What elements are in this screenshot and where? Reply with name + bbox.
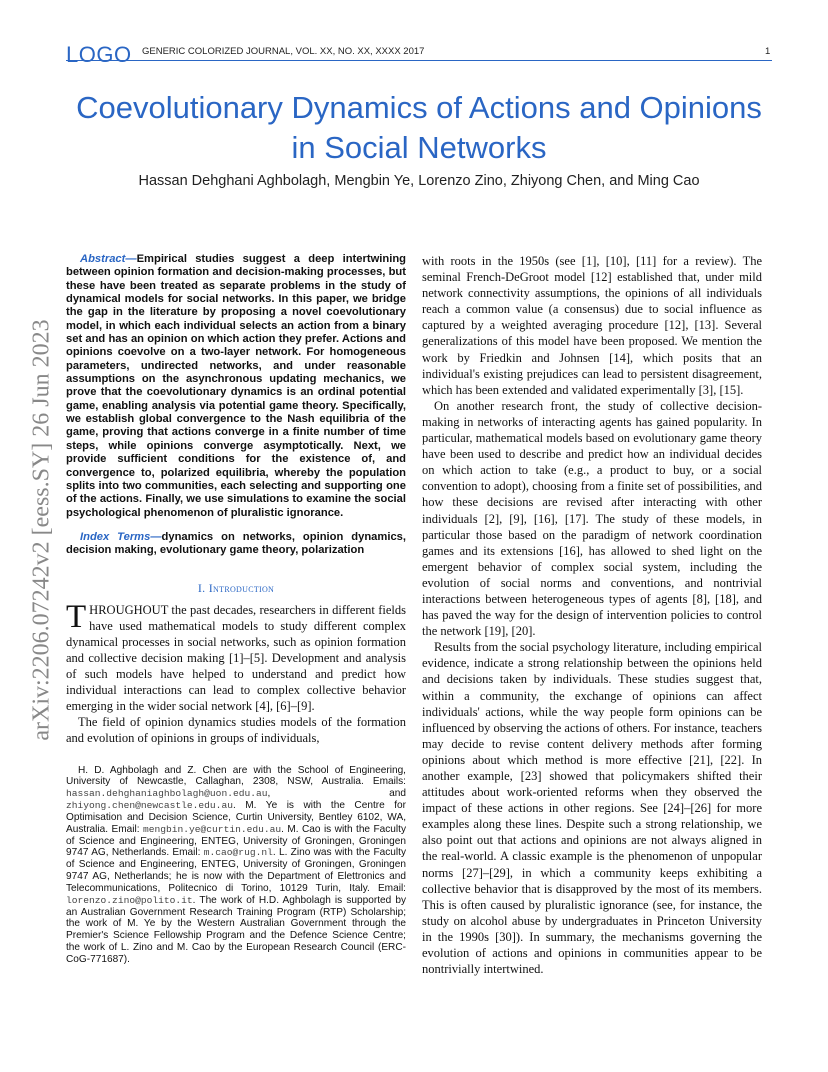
author-footnote — [66, 765, 406, 966]
footnote-text-3: . M. Ye is with the Centre for Optimisation and Decision Science, Curtin University, Bentley 6102, WA, Australia. Email: — [66, 800, 406, 835]
footnote-text-1: H. D. Aghbolagh and Z. Chen are with the School of Engineering, University of Newcastle, Callaghan, 2308, NSW, Australia. Emails: — [66, 764, 406, 788]
index-terms — [66, 531, 406, 558]
section-title: Introduction — [208, 580, 275, 595]
footnote-text-2: , and — [267, 788, 406, 800]
right-paragraph-1: with roots in the 1950s (see [1], [10], [11] for a review). The seminal French-DeGroot model [12] established that, under mild network connectivity assumptions, the opinions of all individuals reach a common value (a consensus) due to social influence as captured by a weighted averaging procedure [12], [13]. Several generalizations of this model have been proposed. We mention the work by Friedkin and Johnsen [14], which posits that an individual's existing prejudices can lead to persistent disagreement, which has been extended and validated experimentally [3], [15]. — [422, 254, 762, 397]
right-column — [422, 253, 762, 977]
arxiv-identifier — [22, 285, 62, 775]
header-divider — [66, 60, 772, 61]
right-paragraph-3: Results from the social psychology literature, including empirical evidence, indicate a strong relationship between the opinions held and decisions taken by individuals. These studies suggest that, within a community, the exchange of opinions can affect individuals' actions, while the way people form opinions can be influenced by observing the actions of others. For instance, teachers may decide to revise content delivery methods after forming opinions about which method is more effective [21], [22]. In another example, [23] showed that policymakers shifted their attitudes about work-oriented reforms when they observed the impact of these actions in other regions. See [24]–[26] for more examples along these lines. Despite such a strong relationship, we also point out that actions and opinions are not always aligned in the real-world. A classic example is the phenomenon of unpopular norms [27]–[29], in which a community keeps exhibiting a collective behavior that is disapproved by the most of its members. This is often caused by pluralistic ignorance (see, for instance, the study on alcohol abuse by undergraduates in Princeton University in the 1990s [30]). In summary, the mechanisms governing the evolution of actions and opinions in communities appear to be nontrivially intertwined. — [422, 640, 762, 977]
index-terms-label: Index Terms— — [80, 530, 162, 543]
paper-title: Coevolutionary Dynamics of Actions and Opinions in Social Networks — [76, 90, 762, 165]
journal-logo: LOGO — [66, 42, 132, 67]
drop-cap: T — [66, 598, 87, 635]
intro-paragraph-1 — [66, 598, 406, 715]
journal-header: GENERIC COLORIZED JOURNAL, VOL. XX, NO. XX, XXXX 2017 — [142, 46, 425, 57]
left-column — [66, 253, 406, 976]
email-link[interactable]: zhiyong.chen@newcastle.edu.au — [66, 800, 233, 812]
email-link[interactable]: hassan.dehghaniaghbolagh@uon.edu.au — [66, 788, 268, 800]
index-terms-text: dynamics on networks, opinion dynamics, decision making, evolutionary game theory, polarization — [66, 530, 406, 557]
footnote-text-5: . L. Zino was with the Faculty of Science and Engineering, ENTEG, University of Groningen, Groningen 9747 AG, Netherlands; he is now with the Department of Elettronics and Telecommunications, Politecnico di Torino, 10129 Turin, Italy. Email: — [66, 847, 406, 894]
email-link[interactable]: lorenzo.zino@polito.it — [66, 894, 193, 906]
abstract-text: Empirical studies suggest a deep intertwining between opinion formation and decision-making processes, but these have been treated as separate problems in the study of dynamical models for social networks. In this paper, we bridge the gap in the literature by proposing a novel coevolutionary model, in which each individual selects an action from a binary set and has an opinion on which action they prefer. Actions and opinions coevolve on a two-layer network. For homogeneous parameters, undirected networks, and under reasonable assumptions on the asynchronous updating mechanics, we prove that the coevolutionary dynamics is an ordinal potential game, enabling analysis via potential game theory. Specifically, we establish global convergence to the Nash equilibria of the game, proving that actions converge in a finite number of time steps, while opinions converge asymptotically. Next, we provide sufficient conditions for the existence of, and convergence to, polarized equilibria, whereby the population splits into two communities, each selecting and supporting one of the actions. Finally, we use simulations to examine the social psychological phenomenon of pluralistic ignorance. — [66, 253, 406, 519]
abstract-label: Abstract— — [80, 253, 137, 265]
right-paragraph-2: On another research front, the study of collective decision-making in networks of interacting agents has gained popularity. In particular, mathematical models based on evolutionary game theory have been used to describe and predict how an individual decides on which action to take (e.g., a product to buy, or a social convention to adopt), choosing from a finite set of possibilities, and how these decisions are revised after interacting with other individuals [2], [9], [16], [17]. The study of these models, in particular those based on the paradigm of network coordination games and its extensions [16], has allowed to shed light on the emergent behavior of complex social system, including the evolution of social norms and conventions, and nontrivial interactions between heterogeneous types of agents [8], [18], and has paved the way for the design of intervention policies to control the network [19], [20]. — [422, 398, 762, 639]
footnote-text-6: . The work of H.D. Aghbolagh is supported by an Australian Government Research Training Program (RTP) Scholarship; the work of M. Ye by the Western Australian Government through the Premier's Science Fellowship Program and the Defence Science Centre; the work of L. Zino and M. Cao by the European Research Council (ERC-CoG-771687). — [66, 894, 406, 965]
page-number: 1 — [765, 46, 771, 57]
abstract — [66, 253, 406, 520]
section-number: I. — [197, 580, 206, 595]
author-list: Hassan Dehghani Aghbolagh, Mengbin Ye, Lorenzo Zino, Zhiyong Chen, and Ming Cao — [138, 173, 700, 189]
email-link[interactable]: m.cao@rug.nl — [203, 847, 273, 859]
section-heading — [66, 580, 406, 596]
footnote-text-4: . M. Cao is with the Faculty of Science and Engineering, ENTEG, University of Groningen, Groningen 9747 AG, Netherlands. Email: — [66, 823, 407, 859]
email-link[interactable]: mengbin.ye@curtin.edu.au — [142, 823, 282, 835]
intro-paragraph-2: The field of opinion dynamics studies models of the formation and evolution of opinions in groups of individuals, — [66, 715, 406, 746]
intro-paragraph-1-text: HROUGHOUT the past decades, researchers in different fields have used mathematical models to study different complex dynamical processes in social networks, such as opinion formation and collective decision making [1]–[5]. Development and analysis of such models have helped to understand and predict how individual interactions can lead to complex collective behavior emerging in the wider social network [4], [6]–[9]. — [66, 602, 406, 714]
arxiv-identifier-text: arXiv:2206.07242v2 [eess.SY] 26 Jun 2023 — [28, 319, 55, 741]
